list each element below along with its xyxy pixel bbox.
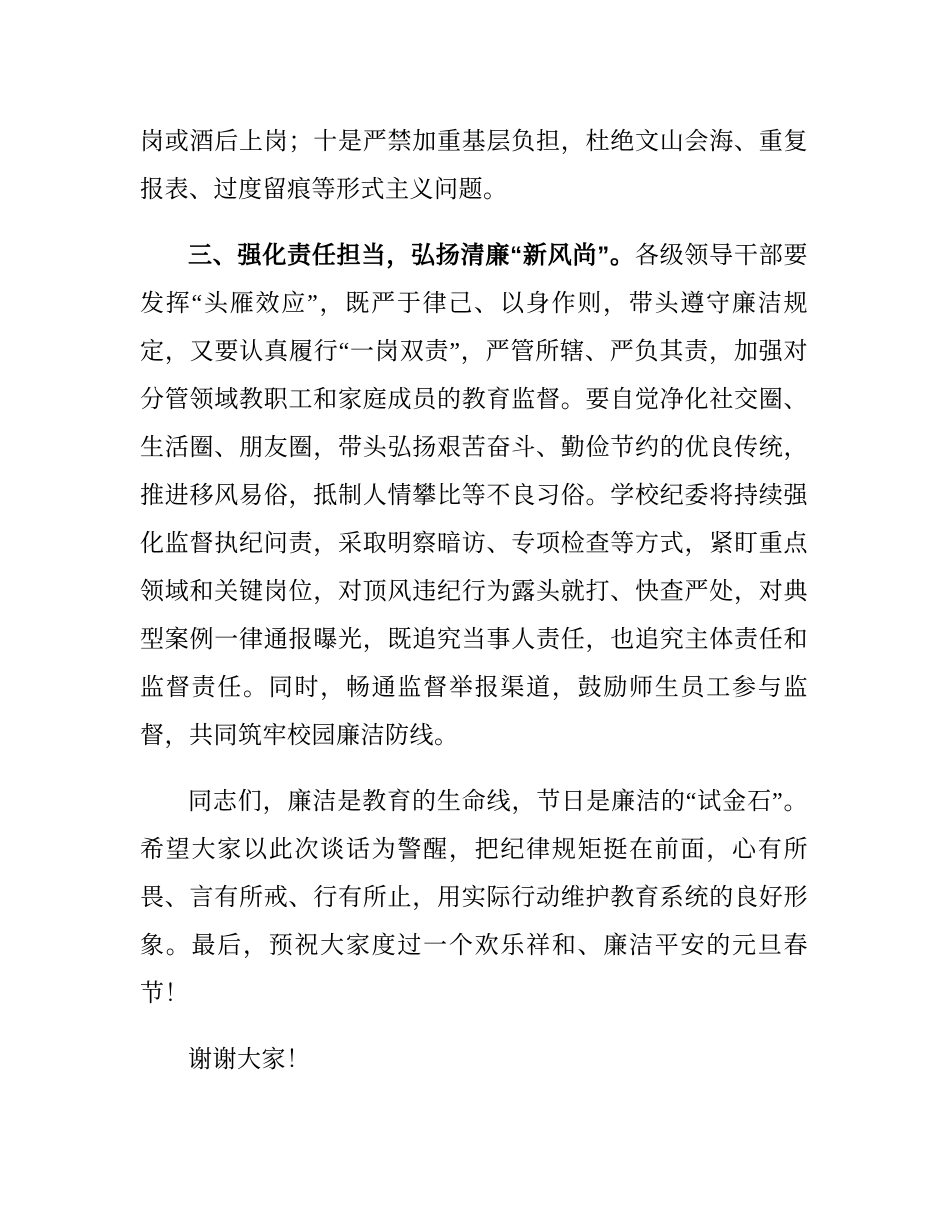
section-three-heading: 三、强化责任担当，弘扬清廉“新风尚”。 xyxy=(188,242,635,269)
paragraph-text: 岗或酒后上岗；十是严禁加重基层负担，杜绝文山会海、重复报表、过度留痕等形式主义问题。 xyxy=(140,129,808,203)
paragraph-text: 谢谢大家！ xyxy=(188,1047,311,1073)
paragraph-closing xyxy=(140,778,808,1018)
paragraph-continuation xyxy=(140,118,808,214)
paragraph-text: 各级领导干部要发挥“头雁效应”，既严于律己、以身作则，带头遵守廉洁规定，又要认真履行“一岗双责”，严管所辖、严负其责，加强对分管领域教职工和家庭成员的教育监督。要自觉净化社交圈、生活圈、朋友圈，带头弘扬艰苦奋斗、勤俭节约的优良传统，推进移风易俗，抵制人情攀比等不良习俗。学校纪委将持续强化监督执纪问责，采取明察暗访、专项检查等方式，紧盯重点领域和关键岗位，对顶风违纪行为露头就打、快查严处，对典型案例一律通报曝光，既追究当事人责任，也追究主体责任和监督责任。同时，畅通监督举报渠道，鼓励师生员工参与监督，共同筑牢校园廉洁防线。 xyxy=(140,243,809,749)
paragraph-thanks xyxy=(140,1036,808,1084)
paragraph-section-three xyxy=(140,232,808,760)
document-text-block xyxy=(140,118,808,1084)
paragraph-text: 同志们，廉洁是教育的生命线，节日是廉洁的“试金石”。希望大家以此次谈话为警醒，把纪律规矩挺在前面，心有所畏、言有所戒、行有所止，用实际行动维护教育系统的良好形象。最后，预祝大家度过一个欢乐祥和、廉洁平安的元旦春节！ xyxy=(140,789,808,1007)
